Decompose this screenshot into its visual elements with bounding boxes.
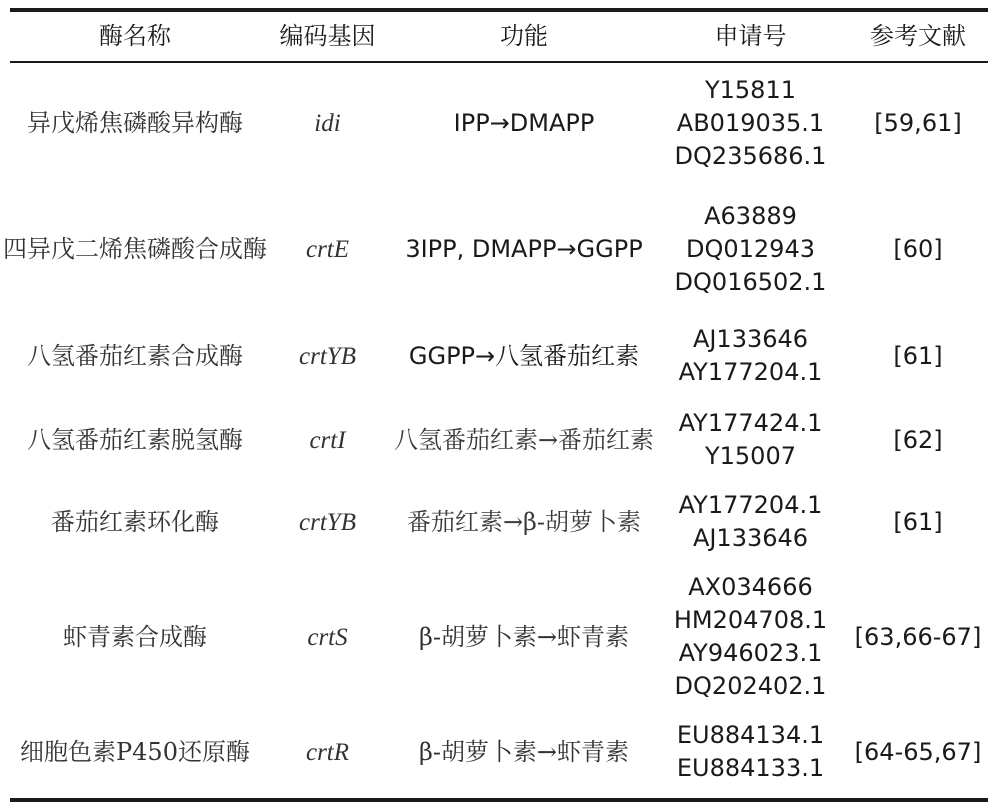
enzyme-name-cell: 虾青素合成酶: [63, 622, 207, 651]
reference-cell: [63,66-67]: [854, 622, 982, 651]
reference-cell: [61]: [893, 507, 943, 536]
header-reference: 参考文献: [870, 22, 966, 50]
accession-number: AY177424.1: [678, 409, 823, 437]
gene-cell: crtR: [305, 738, 350, 766]
reference-cell: [61]: [893, 341, 943, 370]
table-row: [10, 313, 988, 399]
accession-number: EU884133.1: [676, 754, 825, 782]
gene-cell: idi: [314, 109, 341, 137]
function-cell: GGPP→八氢番茄红素: [408, 341, 640, 370]
gene-cell: crtE: [305, 235, 350, 263]
accession-number: AB019035.1: [676, 108, 825, 137]
enzyme-name-cell: 番茄红素环化酶: [51, 507, 219, 536]
enzyme-name-cell: 细胞色素P450还原酶: [20, 737, 250, 766]
table-row: [10, 563, 988, 711]
header-enzyme-name: 酶名称: [99, 22, 171, 50]
accession-cell: [653, 719, 848, 785]
table-row: [10, 481, 988, 563]
accession-cell: [653, 407, 848, 473]
gene-cell: crtYB: [299, 508, 356, 536]
accession-number: DQ016502.1: [674, 267, 827, 296]
accession-number: AY946023.1: [678, 639, 823, 667]
gene-cell: crtS: [307, 623, 348, 651]
header-gene: 编码基因: [279, 22, 376, 50]
accession-cell: [653, 200, 848, 299]
accession-number: AJ133646: [692, 325, 809, 353]
enzyme-table: [3, 12, 988, 793]
gene-cell: crtYB: [299, 342, 356, 370]
header-accession: 申请号: [714, 22, 787, 50]
accession-number: A63889: [704, 201, 797, 230]
table-bottom-rule: [10, 798, 988, 802]
table-header-row: [10, 12, 988, 61]
function-cell: 番茄红素→β-胡萝卜素: [406, 507, 642, 536]
reference-cell: [60]: [893, 234, 943, 263]
table-row: [10, 711, 988, 793]
gene-cell: crtI: [309, 426, 346, 454]
accession-number: AJ133646: [692, 524, 809, 552]
table-row: [10, 399, 988, 481]
function-cell: β-胡萝卜素→虾青素: [418, 622, 630, 651]
accession-number: EU884134.1: [676, 721, 825, 749]
accession-number: Y15007: [704, 442, 796, 470]
function-cell: β-胡萝卜素→虾青素: [418, 737, 630, 766]
header-function: 功能: [500, 22, 548, 50]
function-cell: 八氢番茄红素→番茄红素: [393, 425, 655, 454]
accession-cell: [653, 323, 848, 389]
enzyme-name-cell: 八氢番茄红素合成酶: [27, 341, 243, 370]
accession-cell: [653, 571, 848, 703]
table-row: [3, 185, 988, 313]
accession-number: DQ012943: [686, 234, 815, 263]
accession-number: AX034666: [688, 573, 813, 601]
accession-number: AY177204.1: [678, 491, 823, 519]
accession-cell: [653, 489, 848, 555]
accession-number: HM204708.1: [673, 606, 828, 634]
accession-cell: [653, 74, 848, 173]
function-cell: IPP→DMAPP: [453, 108, 595, 137]
function-cell: 3IPP, DMAPP→GGPP: [405, 234, 643, 263]
reference-cell: [64-65,67]: [854, 737, 982, 766]
accession-number: Y15811: [704, 75, 796, 104]
accession-number: AY177204.1: [678, 358, 823, 386]
accession-number: DQ202402.1: [674, 672, 827, 700]
enzyme-name-cell: 异戊烯焦磷酸异构酶: [27, 108, 243, 137]
enzyme-name-cell: 八氢番茄红素脱氢酶: [27, 425, 243, 454]
enzyme-name-cell: 四异戊二烯焦磷酸合成酶: [3, 234, 267, 263]
reference-cell: [59,61]: [874, 108, 962, 137]
accession-number: DQ235686.1: [674, 141, 827, 170]
reference-cell: [62]: [893, 425, 943, 454]
table-row: [10, 61, 988, 185]
